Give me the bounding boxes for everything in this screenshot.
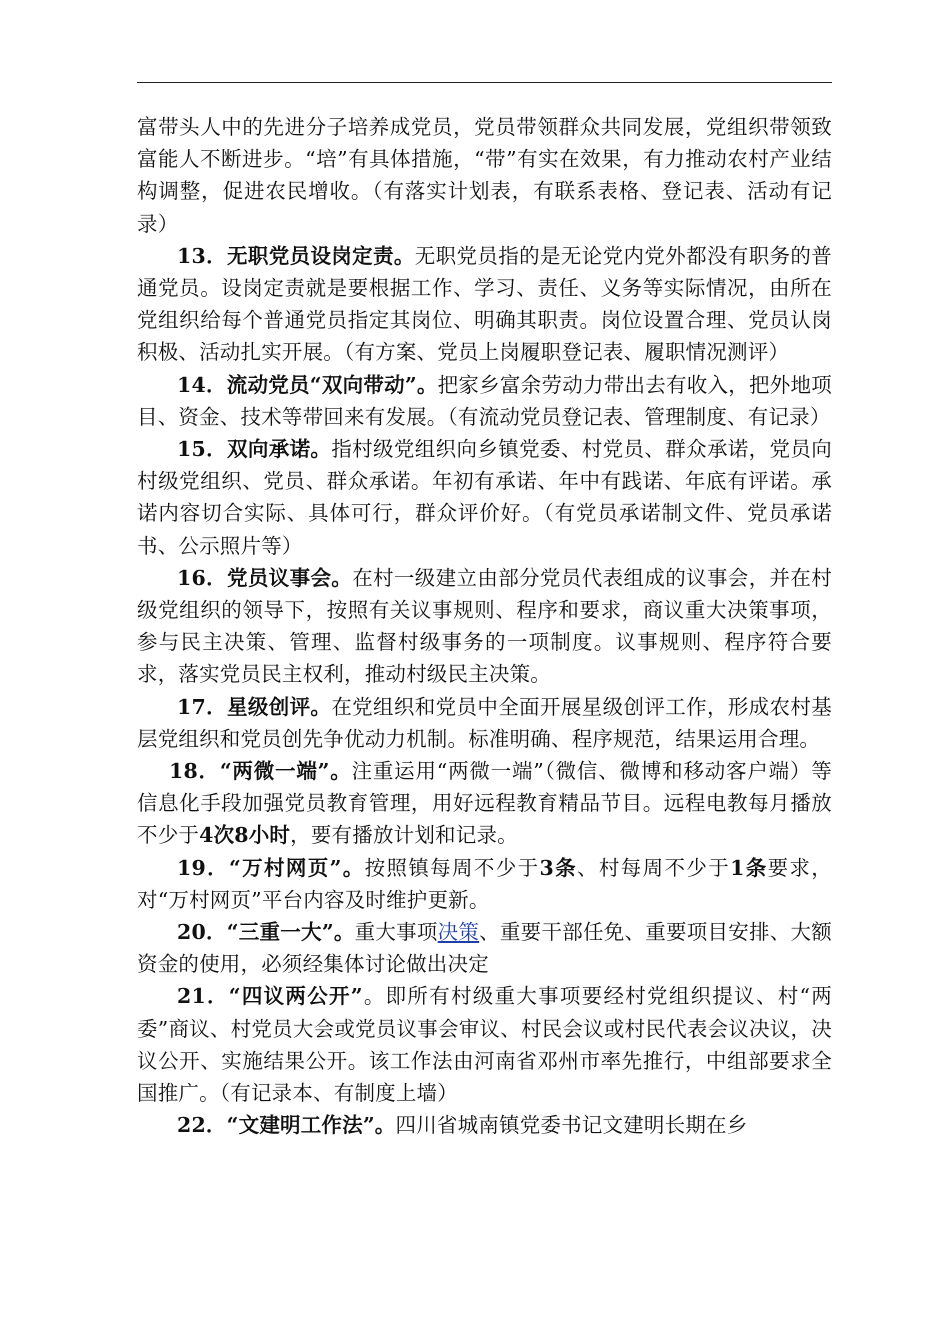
paragraph-19 [137, 852, 832, 916]
body-text: 按照镇每周不少于 [364, 855, 540, 880]
body-text: 指村级党组织向乡镇党委、村党员、群众承诺，党员向村级党组织、党员、群众承诺。年初有承诺、年中有践诺、年底有评诺。承诺内容切合实际、具体可行，群众评价好。（有党员承诺制文件、党员承诺书、公示照片等） [137, 437, 832, 558]
bold-text: 1条 [730, 855, 768, 880]
paragraph-heading: 15．双向承诺。 [177, 437, 332, 462]
paragraph-heading: 13．无职党员设岗定责。 [177, 243, 415, 268]
body-text: 、村每周不少于 [577, 855, 731, 880]
body-text: 重大事项 [354, 920, 438, 945]
body-text: 在党组织和党员中全面开展星级创评工作，形成农村基层党组织和党员创先争优动力机制。标准明确、程序规范，结果运用合理。 [137, 694, 832, 751]
body-text: 注重运用“两微一端”（微信、微博和移动客户端）等信息化手段加强党员教育管理，用好远程教育精品节目。远程电教每月播放不少于 [137, 759, 832, 848]
paragraph-22 [137, 1109, 832, 1141]
bold-text: 4次8小时 [199, 823, 291, 848]
paragraph-heading: 17．星级创评。 [177, 694, 332, 719]
paragraph-17 [137, 691, 832, 755]
inline-link[interactable]: 决策 [437, 920, 480, 945]
body-text: 、重要干部任免、重要项目安排、大额资金的使用，必须经集体讨论做出决定 [137, 920, 832, 977]
paragraph-16 [137, 562, 832, 691]
paragraph-heading: 18．“两微一端”。 [169, 759, 352, 784]
paragraph-heading: 20．“三重一大”。 [177, 920, 355, 945]
document-body [137, 111, 832, 1142]
paragraph-heading: 14．流动党员“双向带动”。 [177, 372, 438, 397]
body-text: 在村一级建立由部分党员代表组成的议事会，并在村级党组织的领导下，按照有关议事规则、程序和要求，商议重大决策事项，参与民主决策、管理、监督村级事务的一项制度。议事规则、程序符合要求，落实党员民主权利，推动村级民主决策。 [137, 565, 832, 687]
paragraph-21 [137, 980, 832, 1109]
paragraph-heading: 22．“文建明工作法”。 [177, 1113, 396, 1138]
body-text: 无职党员指的是无论党内党外都没有职务的普通党员。设岗定责就是要根据工作、学习、责任、义务等实际情况，由所在党组织给每个普通党员指定其岗位、明确其职责。岗位设置合理、党员认岗积极、活动扎实开展。（有方案、党员上岗履职登记表、履职情况测评） [137, 243, 833, 365]
header-rule [137, 82, 832, 83]
paragraph-heading: 16．党员议事会。 [177, 565, 353, 590]
paragraph-18 [137, 755, 832, 852]
paragraph-20 [137, 916, 832, 980]
body-text: 富带头人中的先进分子培养成党员，党员带领群众共同发展，党组织带领致富能人不断进步。“培”有具体措施，“带”有实在效果，有力推动农村产业结构调整，促进农民增收。（有落实计划表，有联系表格、登记表、活动有记录） [137, 115, 832, 236]
body-text: 。即所有村级重大事项要经村党组织提议、村“两委”商议、村党员大会或党员议事会审议、村民会议或村民代表会议决议，决议公开、实施结果公开。该工作法由河南省邓州市率先推行，中组部要求全国推广。（有记录本、有制度上墙） [137, 984, 832, 1106]
paragraph-12-continued [137, 111, 832, 240]
body-text: 把家乡富余劳动力带出去有收入，把外地项目、资金、技术等带回来有发展。（有流动党员登记表、管理制度、有记录） [137, 372, 832, 429]
bold-text: 3条 [539, 855, 578, 880]
body-text: ，要有播放计划和记录。 [290, 823, 518, 848]
paragraph-heading: 19．“万村网页”。 [177, 855, 365, 880]
paragraph-15 [137, 433, 832, 562]
body-text: 四川省城南镇党委书记文建明长期在乡 [395, 1113, 748, 1138]
paragraph-14 [137, 369, 832, 433]
body-text: 要求，对“万村网页”平台内容及时维护更新。 [137, 855, 832, 912]
paragraph-13 [137, 240, 832, 369]
paragraph-heading: 21．“四议两公开” [177, 984, 363, 1009]
